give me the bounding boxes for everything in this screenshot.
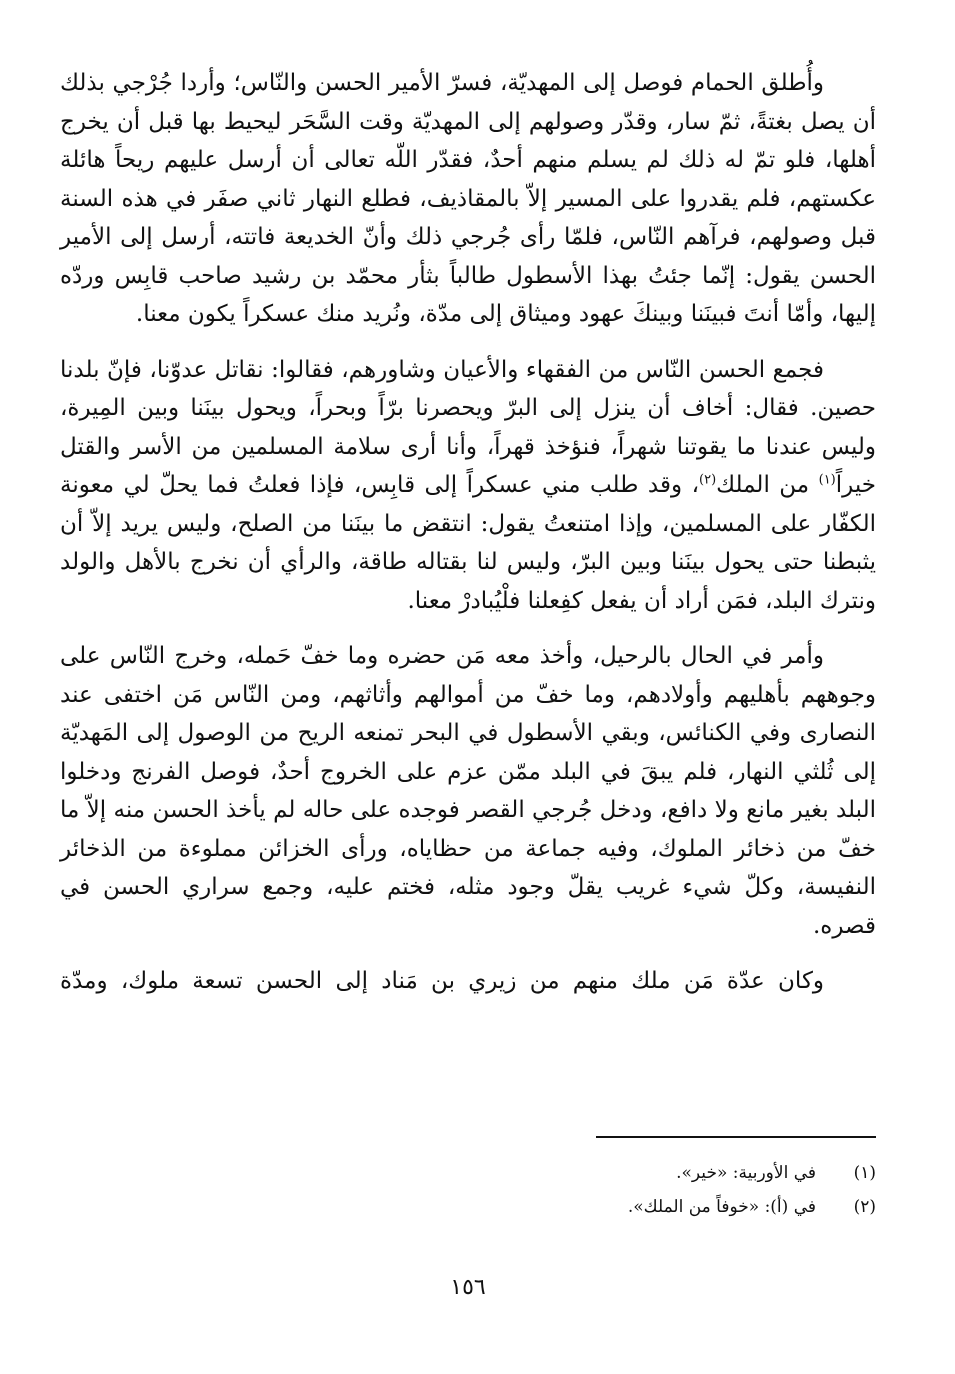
footnote-text: في الأوربية: «خير». xyxy=(676,1163,816,1183)
paragraph-2-text-c: ، وقد طلب مني عسكراً إلى قابِس، فإذا فعلتُ فما يحلّ لي معونة الكفّار على المسلمين، وإذا امتنعتُ يقول: انتقض ما بينَنا من الصلح، وليس يريد إلاّ أن يثبطنا حتى يحول بينَنا وبين البرّ، وليس لنا بقتاله طاقة، والرأي أن نخرج بالأهل والولد ونترك البلد، فمَن أراد أن يفعل كفِعلنا فلْيُبادرْ معنا. xyxy=(60,472,876,614)
footnote-number: (٢) xyxy=(853,1197,876,1217)
page-number: ١٥٦ xyxy=(450,1275,486,1300)
paragraph-3: وأمر في الحال بالرحيل، وأخذ معه مَن حضره وما خفّ حَمله، وخرج النّاس على وجوههم بأهليهم وأولادهم، وما خفّ من أموالهم وأثاثهم، ومن النّاس مَن اختفى عند النصارى وفي الكنائس، وبقي الأسطول في البحر تمنعه الريح من الوصول إلى المَهديّة إلى ثُلثي النهار، فلم يبقَ في البلد ممّن عزم على الخروج أحدٌ، فوصل الفرنج ودخلوا البلد بغير مانع ولا دافع، ودخل جُرجي القصر فوجده على حاله لم يأخذ الحسن منه إلاّ ما خفّ من ذخائر الملوك، وفيه جماعة من حظاياه، ورأى الخزائن مملوءة من الذخائر النفيسة، وكلّ شيء غريب يقلّ وجود مثله، فختم عليه، وجمع سراري الحسن في قصره. xyxy=(60,643,876,939)
paragraph-1: وأُطلق الحمام فوصل إلى المهديّة، فسرّ الأمير الحسن والنّاس؛ وأردا جُرْجي بذلك أن يصل بغتةً، ثمّ سار، وقدّر وصولهم إلى المهديّة وقت السَّحَر ليحيط بها قبل أن يخرج أهلها، فلو تمّ له ذلك لم يسلم منهم أحدٌ، فقدّر اللّه تعالى أن أرسل عليهم ريحاً هائلة عكستهم، فلم يقدروا على المسير إلاّ بالمقاذيف، فطلع النهار ثاني صفَر في هذه السنة قبل وصولهم، فرآهم النّاس، فلمّا رأى جُرجي ذلك وأنّ الخديعة فاتته، أرسل إلى الأمير الحسن يقول: إنّما جئتُ بهذا الأسطول طالباً بثأر محمّد بن رشيد صاحب قابِس وردّه إليها، وأمّا أنتَ فبينَنا وبينكَ عهود وميثاق إلى مدّة، ونُريد منك عسكراً يكون معنا. xyxy=(60,70,876,327)
footnote-divider xyxy=(596,1136,876,1138)
footnote-ref-2: (٢) xyxy=(699,472,717,488)
paragraph-2-text-a: فجمع الحسن النّاس من الفقهاء والأعيان وشاورهم، فقالوا: نقاتل عدوّنا، فإنّ بلدنا حصين. فقال: أخاف أن ينزل إلى البرّ ويحصرنا برّاً وبحراً، ويحول بينَنا وبين المِيرة، وليس عندنا ما يقوتنا شهراً، فنؤخذ قهراً، وأنا أرى سلامة المسلمين من الأسر والقتل خيراً xyxy=(60,356,876,498)
paragraph-2-text-b: من الملك xyxy=(716,472,819,498)
footnote-number: (١) xyxy=(853,1163,876,1183)
footnote-text: في (أ): «خوفاً من الملك». xyxy=(627,1197,816,1217)
footnote-2 xyxy=(60,1190,876,1224)
footnote-1 xyxy=(60,1156,876,1190)
footnote-ref-1: (١) xyxy=(818,472,836,488)
book-page xyxy=(60,64,876,1354)
paragraph-2 xyxy=(60,351,876,621)
footnotes xyxy=(60,1156,876,1224)
paragraph-4: وكان عدّة مَن ملك منهم من زيري بن مَناد إلى الحسن تسعة ملوك، ومدّة xyxy=(60,968,824,994)
